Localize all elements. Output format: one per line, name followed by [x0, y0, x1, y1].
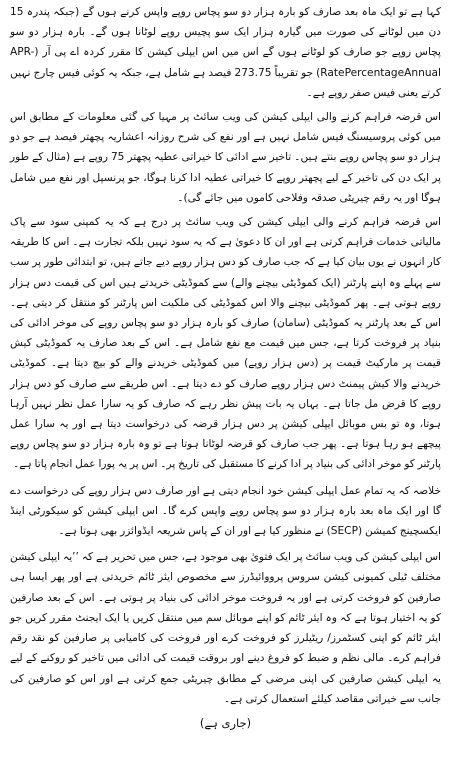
article-paragraph-1: کہا ہے تو ایک ماہ بعد صارف کو بارہ ہزار دو سو پچاس روپے واپس کرنے ہوں گے (جبکہ پندرہ 15 دن میں لوٹانے کی صورت میں گیارہ ہزار ایک سو پچیس روپے لوٹانا ہوں گے۔ بارہ ہزار دو سو پچاس روپے جو صارف کو لوٹانے ہوں گے اس میں اس ایپلی کیشن کا مقرر کردہ اے پی آر (APR-RatePercentageAnnual) جو تقریباً 273.75 فیصد ہے شامل ہے، جبکہ یہ کوئی فیس چارج نہیں کرتے یعنی فیس صفر روپے ہے۔: [10, 6, 441, 99]
continued-label: (جاری ہے): [199, 715, 252, 730]
article-paragraph-4: خلاصہ کہ یہ تمام عمل ایپلی کیشن خود انجام دیتی ہے اور صارف دس ہزار روپے کی درخواست دے گا اور ایک ماہ بعد بارہ ہزار دو سو پچاس روپے واپس کرے گا۔ اس ایپلی کیشن کو سیکورٹی اینڈ ایکسچینج کمیشن (SECP) نے منظور کیا ہے اور ان کے پاس شریعہ ایڈوائزر بھی ہوتا ہے۔: [10, 484, 441, 538]
article-paragraph-5: اس ایپلی کیشن کی ویب سائٹ پر ایک فتویٰ بھی موجود ہے، جس میں تحریر ہے کہ ’’یہ ایپلی کیشن مختلف ٹیلی کمیونی کیشن سروس پرووائیڈرز سے مخصوص ایئر ٹائم خریدتی ہے اور پھر ایسا ہی صارفین کو فروخت کرتی ہے اور یہ فروخت موخر ادائی کی بنیاد پر ہوتی ہے۔ اس کے بعد صارفین کو یہ اختیار ہوتا ہے کہ وہ ایئر ٹائم کو اپنے موبائل سم میں منتقل کریں یا ایک ایجنٹ مقرر کریں جو ایئر ٹائم کو اپنی کسٹمرز/ ریٹیلرز کو فروخت کرے اور فروخت کی کامیابی پر صارفین کو نقد رقم فراہم کرے۔ مالی نظم و ضبط کو فروغ دینے اور بروقت قیمت کی ادائی میں تاخیر کو روکنے کے لیے یہ ایپلی کیشن صارفین کی اپنی مرضی کے مطابق چیریٹی جمع کرتی ہے اور اس کو صارفین کی جانب سے خیراتی مقاصد کیلئے استعمال کرتی ہے۔: [10, 551, 441, 705]
article-paragraph-3: اس قرضہ فراہم کرنے والی ایپلی کیشن کی ویب سائٹ پر درج ہے کہ یہ کمپنی سود سے پاک مالیاتی خدمات فراہم کرتی ہے اور ان کا دعویٰ ہے کہ یہ سود نہیں بلکہ تجارت ہے۔ اس کا طریقہ کار انہوں نے یوں بیان کیا ہے کہ جب صارف کو دس ہزار روپے دیے جاتے ہیں، تو ابتدائی طور پر سب سے پہلے وہ اپنے پارٹنر (ایک کموڈیٹی بیچنے والے) سے کموڈیٹی خریدتے ہیں اس کی قیمت دس ہزار روپے ہوتی ہے۔ پھر کموڈیٹی بیچنے والا اس کموڈیٹی کی ملکیت اس پارٹنر کو منتقل کر دیتی ہے۔ اس کے بعد پارٹنر یہ کموڈیٹی (سامان) صارف کو بارہ ہزار دو سو پچاس روپے کی موخر ادائی کی بنیاد پر فروخت کرتا ہے، جس میں قیمت مع نفع شامل ہے۔ اس کے بعد صارف یہ کموڈیٹی کیش قیمت پر مارکیٹ قیمت پر (دس ہزار روپے) میں کموڈیٹی خریدنے والے کو بیچ دیتا ہے۔ کموڈیٹی خریدنے والا کیش پیمنٹ دس ہزار روپے صارف کو دے دیتا ہے۔ اس طریقے سے صارف کو دس ہزار روپے کا قرض مل جاتا ہے۔ یہاں یہ بات پیش نظر رہے کہ صارف کو یہ سارا عمل نظر نہیں آرہا ہوتا، وہ تو بس موبائل ایپلی کیشن پر دس ہزار قرضہ کی درخواست دیتا ہے اور یہ سارا عمل پیچھے ہو رہا ہوتا ہے۔ پھر جب صارف کو قرضہ لوٹانا ہوتا ہے تو وہ بارہ ہزار دو سو پچاس روپے پارٹنر کو موخر ادائی کی بنیاد پر ادا کرنے کا مستقبل کی تاریخ پر۔ اس پر یہ پورا عمل انجام پاتا ہے۔: [10, 216, 441, 471]
article-paragraph-2: اس قرضہ فراہم کرنے والی ایپلی کیشن کی ویب سائٹ پر مہیا کی گئی معلومات کے مطابق اس میں کوئی پروسیسنگ فیس شامل نہیں ہے اور نفع کی شرح روزانہ اعشاریہ پچھتر فیصد ہے جو دو ہزار دو سو پچاس روپے بنتے ہیں۔ تاخیر سے ادائی کا خیراتی عطیہ پچھتر 75 روپے ہے (مثال کے طور پر ایک دن کی تاخیر کے لیے پچھتر روپے کا خیراتی عطیہ ادا کرنا ہوگا، جو پرنسپل اور نفع میں شامل ہوگا اور یہ رقم چیریٹی صدقہ وفلاحی کاموں میں جائے گی)۔: [10, 111, 441, 204]
